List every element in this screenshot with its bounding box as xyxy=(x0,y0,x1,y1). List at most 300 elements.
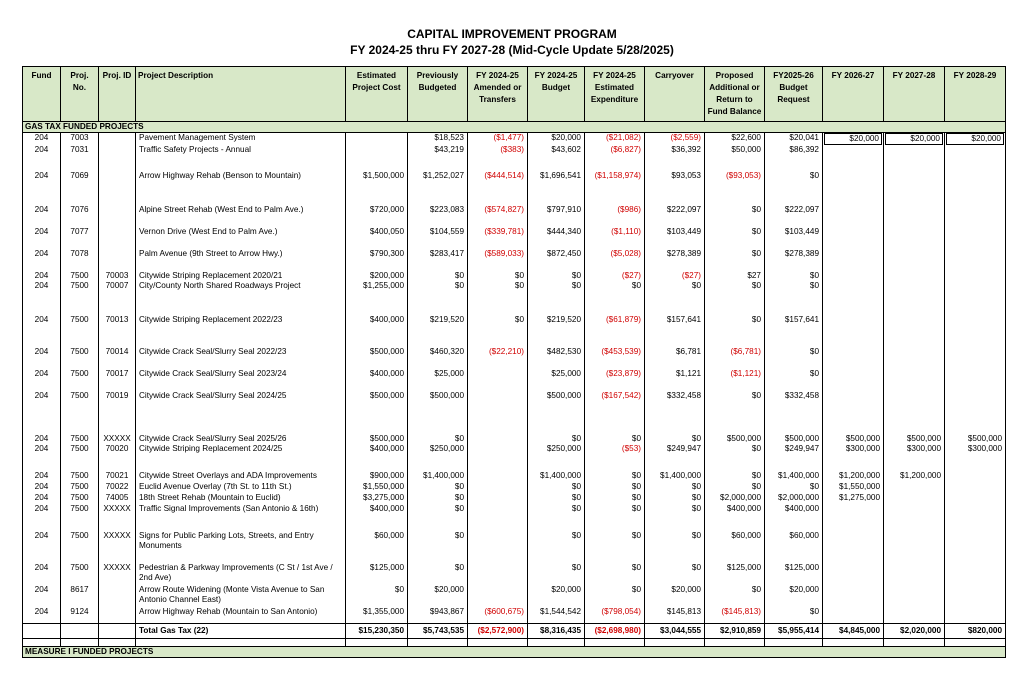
table-cell: $25,000 xyxy=(528,369,585,391)
table-cell xyxy=(945,205,1006,227)
table-cell xyxy=(884,493,945,504)
table-cell: XXXXX xyxy=(99,504,136,531)
table-cell: 8617 xyxy=(61,585,99,607)
table-row xyxy=(23,444,1006,471)
table-cell: $50,000 xyxy=(705,145,765,171)
table-cell: ($600,675) xyxy=(468,607,528,623)
spacer-cell xyxy=(136,638,346,646)
table-cell: $104,559 xyxy=(408,227,468,249)
table-row xyxy=(23,531,1006,563)
table-cell: $249,947 xyxy=(765,444,823,471)
table-cell: ($453,539) xyxy=(585,347,645,369)
table-cell: 204 xyxy=(23,145,61,171)
table-cell: 204 xyxy=(23,471,61,482)
table-cell xyxy=(945,482,1006,493)
table-cell xyxy=(945,391,1006,434)
table-cell: ($6,781) xyxy=(705,347,765,369)
table-cell xyxy=(468,434,528,444)
table-cell: 204 xyxy=(23,205,61,227)
spacer-cell xyxy=(346,638,408,646)
table-cell: $0 xyxy=(765,271,823,281)
table-cell: $0 xyxy=(705,205,765,227)
table-cell: $1,355,000 xyxy=(346,607,408,623)
table-cell: $0 xyxy=(645,563,705,585)
table-cell: 204 xyxy=(23,563,61,585)
table-cell: $500,000 xyxy=(945,434,1006,444)
table-row xyxy=(23,227,1006,249)
table-cell: Traffic Signal Improvements (San Antonio & 16th) xyxy=(136,504,346,531)
table-cell xyxy=(823,347,884,369)
table-cell: $0 xyxy=(528,271,585,281)
spacer-cell xyxy=(61,638,99,646)
table-cell: 7500 xyxy=(61,471,99,482)
table-cell: $500,000 xyxy=(823,434,884,444)
table-cell: $20,000 xyxy=(645,585,705,607)
table-cell: $0 xyxy=(645,504,705,531)
table-cell: $0 xyxy=(585,281,645,315)
table-cell: $300,000 xyxy=(884,444,945,471)
table-cell xyxy=(823,504,884,531)
table-cell: $60,000 xyxy=(765,531,823,563)
table-cell xyxy=(823,563,884,585)
table-row xyxy=(23,145,1006,171)
table-cell: ($1,158,974) xyxy=(585,171,645,205)
table-cell: 70017 xyxy=(99,369,136,391)
table-cell: $0 xyxy=(585,504,645,531)
table-cell xyxy=(945,585,1006,607)
table-cell xyxy=(823,315,884,347)
total-cell: $2,910,859 xyxy=(705,623,765,638)
boxed-value: $20,000 xyxy=(946,133,1004,145)
table-cell xyxy=(884,585,945,607)
table-cell: $250,000 xyxy=(408,444,468,471)
table-cell: ($145,813) xyxy=(705,607,765,623)
table-cell: $283,417 xyxy=(408,249,468,271)
table-cell xyxy=(468,482,528,493)
table-cell: Citywide Striping Replacement 2020/21 xyxy=(136,271,346,281)
table-cell xyxy=(945,369,1006,391)
table-cell: Vernon Drive (West End to Palm Ave.) xyxy=(136,227,346,249)
table-cell: ($1,477) xyxy=(468,133,528,146)
spacer-cell xyxy=(528,638,585,646)
table-cell xyxy=(884,504,945,531)
table-cell: $278,389 xyxy=(645,249,705,271)
table-cell: $300,000 xyxy=(823,444,884,471)
table-cell xyxy=(884,249,945,271)
table-cell: $0 xyxy=(468,281,528,315)
cip-table xyxy=(22,66,1006,658)
table-cell: $20,000 xyxy=(765,585,823,607)
table-cell: $20,000 xyxy=(528,585,585,607)
table-cell: $400,000 xyxy=(346,444,408,471)
table-cell: 204 xyxy=(23,281,61,315)
table-cell xyxy=(99,133,136,146)
table-cell: $0 xyxy=(408,482,468,493)
table-cell: 7500 xyxy=(61,563,99,585)
table-cell xyxy=(468,369,528,391)
table-cell: 7500 xyxy=(61,434,99,444)
table-cell xyxy=(468,471,528,482)
table-cell xyxy=(468,531,528,563)
total-cell: $5,743,535 xyxy=(408,623,468,638)
table-cell: $222,097 xyxy=(765,205,823,227)
table-cell xyxy=(884,171,945,205)
column-header: Proj. ID xyxy=(99,67,136,122)
table-cell: $300,000 xyxy=(945,444,1006,471)
table-row xyxy=(23,493,1006,504)
table-cell xyxy=(945,271,1006,281)
table-cell: 204 xyxy=(23,607,61,623)
table-cell: $3,275,000 xyxy=(346,493,408,504)
table-cell: ($93,053) xyxy=(705,171,765,205)
table-cell: $22,600 xyxy=(705,133,765,146)
table-cell: $900,000 xyxy=(346,471,408,482)
table-cell: $0 xyxy=(408,271,468,281)
table-cell xyxy=(99,249,136,271)
table-cell: $872,450 xyxy=(528,249,585,271)
table-cell xyxy=(823,391,884,434)
table-cell xyxy=(99,171,136,205)
table-cell: $790,300 xyxy=(346,249,408,271)
spacer-cell xyxy=(645,638,705,646)
table-cell: $20,000 xyxy=(408,585,468,607)
table-cell: $219,520 xyxy=(408,315,468,347)
table-cell: ($27) xyxy=(585,271,645,281)
spacer-cell xyxy=(99,638,136,646)
report-title: CAPITAL IMPROVEMENT PROGRAM xyxy=(407,27,617,41)
table-cell: 9124 xyxy=(61,607,99,623)
table-cell: 204 xyxy=(23,271,61,281)
table-cell: $0 xyxy=(705,482,765,493)
total-cell: $820,000 xyxy=(945,623,1006,638)
table-row xyxy=(23,271,1006,281)
table-cell xyxy=(468,444,528,471)
table-cell: $0 xyxy=(705,281,765,315)
table-cell: $500,000 xyxy=(346,434,408,444)
table-cell: $103,449 xyxy=(645,227,705,249)
table-cell xyxy=(945,227,1006,249)
table-cell: $25,000 xyxy=(408,369,468,391)
table-cell: $200,000 xyxy=(346,271,408,281)
column-header: Carryover xyxy=(645,67,705,122)
table-cell: $0 xyxy=(408,493,468,504)
table-cell: $500,000 xyxy=(346,347,408,369)
table-cell: $797,910 xyxy=(528,205,585,227)
table-cell: $400,000 xyxy=(765,504,823,531)
table-cell: $0 xyxy=(528,281,585,315)
table-cell: $1,275,000 xyxy=(823,493,884,504)
table-row xyxy=(23,607,1006,623)
table-cell: $0 xyxy=(408,504,468,531)
column-header: Previously Budgeted xyxy=(408,67,468,122)
total-label: Total Gas Tax (22) xyxy=(136,623,346,638)
column-header: Estimated Project Cost xyxy=(346,67,408,122)
table-cell: $36,392 xyxy=(645,145,705,171)
table-cell: ($22,210) xyxy=(468,347,528,369)
column-header: FY 2028-29 xyxy=(945,67,1006,122)
table-cell xyxy=(945,531,1006,563)
table-cell: $1,200,000 xyxy=(823,471,884,482)
table-cell: $0 xyxy=(765,281,823,315)
table-cell: ($53) xyxy=(585,444,645,471)
table-cell: $332,458 xyxy=(645,391,705,434)
table-cell: $400,000 xyxy=(346,504,408,531)
spacer-cell xyxy=(468,638,528,646)
table-cell: $400,000 xyxy=(346,369,408,391)
table-cell: 204 xyxy=(23,531,61,563)
table-cell: Arrow Highway Rehab (Mountain to San Antonio) xyxy=(136,607,346,623)
table-cell: ($61,879) xyxy=(585,315,645,347)
table-cell: XXXXX xyxy=(99,563,136,585)
table-cell: $103,449 xyxy=(765,227,823,249)
table-cell: ($1,110) xyxy=(585,227,645,249)
table-cell xyxy=(945,563,1006,585)
table-cell: 7500 xyxy=(61,347,99,369)
table-cell xyxy=(99,585,136,607)
table-cell: $400,000 xyxy=(705,504,765,531)
table-cell: 204 xyxy=(23,391,61,434)
table-cell: ($444,514) xyxy=(468,171,528,205)
table-cell: 7500 xyxy=(61,281,99,315)
table-row xyxy=(23,249,1006,271)
table-cell: Citywide Crack Seal/Slurry Seal 2024/25 xyxy=(136,391,346,434)
table-cell: Arrow Highway Rehab (Benson to Mountain) xyxy=(136,171,346,205)
table-cell xyxy=(945,171,1006,205)
table-cell xyxy=(884,369,945,391)
report-subtitle: FY 2024-25 thru FY 2027-28 (Mid-Cycle Update 5/28/2025) xyxy=(350,43,674,57)
table-cell: $1,550,000 xyxy=(346,482,408,493)
table-cell: $1,400,000 xyxy=(765,471,823,482)
table-cell: Signs for Public Parking Lots, Streets, and Entry Monuments xyxy=(136,531,346,563)
table-cell: $43,219 xyxy=(408,145,468,171)
table-cell: $0 xyxy=(528,482,585,493)
table-cell: $0 xyxy=(585,434,645,444)
total-cell: ($2,572,900) xyxy=(468,623,528,638)
table-cell xyxy=(884,391,945,434)
table-cell: 7500 xyxy=(61,271,99,281)
total-cell: $4,845,000 xyxy=(823,623,884,638)
table-cell: $27 xyxy=(705,271,765,281)
table-row xyxy=(23,171,1006,205)
table-cell xyxy=(468,563,528,585)
table-cell: $157,641 xyxy=(645,315,705,347)
table-cell: $223,083 xyxy=(408,205,468,227)
table-cell: $0 xyxy=(585,563,645,585)
table-cell xyxy=(945,493,1006,504)
column-header: Fund xyxy=(23,67,61,122)
table-cell xyxy=(884,205,945,227)
table-cell: $0 xyxy=(468,315,528,347)
table-cell xyxy=(823,133,884,146)
table-cell: $1,550,000 xyxy=(823,482,884,493)
table-cell: 204 xyxy=(23,444,61,471)
table-row xyxy=(23,133,1006,146)
table-cell: $1,500,000 xyxy=(346,171,408,205)
table-cell: 70021 xyxy=(99,471,136,482)
table-cell: 70007 xyxy=(99,281,136,315)
spacer-cell xyxy=(705,638,765,646)
table-cell: $2,000,000 xyxy=(765,493,823,504)
table-cell xyxy=(823,281,884,315)
table-cell xyxy=(823,249,884,271)
table-cell: 7031 xyxy=(61,145,99,171)
table-cell xyxy=(884,347,945,369)
table-cell: ($589,033) xyxy=(468,249,528,271)
table-cell: $0 xyxy=(705,471,765,482)
table-cell: 204 xyxy=(23,482,61,493)
spacer-row xyxy=(23,638,1006,646)
table-cell xyxy=(945,281,1006,315)
spacer-cell xyxy=(585,638,645,646)
table-cell: $500,000 xyxy=(528,391,585,434)
table-cell: $0 xyxy=(765,607,823,623)
table-cell: 204 xyxy=(23,504,61,531)
table-cell: $219,520 xyxy=(528,315,585,347)
table-row xyxy=(23,471,1006,482)
table-cell xyxy=(884,315,945,347)
table-cell: $93,053 xyxy=(645,171,705,205)
table-cell xyxy=(884,133,945,146)
table-cell: $1,200,000 xyxy=(884,471,945,482)
table-cell: Pedestrian & Parkway Improvements (C St / 1st Ave / 2nd Ave) xyxy=(136,563,346,585)
table-cell: 7078 xyxy=(61,249,99,271)
table-cell: $0 xyxy=(408,281,468,315)
table-cell xyxy=(823,227,884,249)
table-cell: $6,781 xyxy=(645,347,705,369)
table-cell: $0 xyxy=(765,482,823,493)
boxed-value: $20,000 xyxy=(885,133,943,145)
table-cell: 204 xyxy=(23,133,61,146)
table-cell: $460,320 xyxy=(408,347,468,369)
table-cell: $1,400,000 xyxy=(408,471,468,482)
table-cell: $278,389 xyxy=(765,249,823,271)
table-cell: $0 xyxy=(645,531,705,563)
table-cell: 70013 xyxy=(99,315,136,347)
table-cell: $500,000 xyxy=(705,434,765,444)
total-cell: $3,044,555 xyxy=(645,623,705,638)
table-cell xyxy=(945,504,1006,531)
table-cell xyxy=(99,145,136,171)
table-cell xyxy=(884,271,945,281)
table-cell: $400,000 xyxy=(346,315,408,347)
table-cell: $0 xyxy=(645,493,705,504)
table-cell xyxy=(823,145,884,171)
table-cell: XXXXX xyxy=(99,531,136,563)
table-cell: $0 xyxy=(705,391,765,434)
section-label: MEASURE I FUNDED PROJECTS xyxy=(23,646,1006,657)
table-cell: 204 xyxy=(23,171,61,205)
table-cell: 204 xyxy=(23,585,61,607)
table-cell xyxy=(945,315,1006,347)
table-cell: $482,530 xyxy=(528,347,585,369)
table-cell xyxy=(945,133,1006,146)
table-cell xyxy=(346,133,408,146)
table-cell: City/County North Shared Roadways Project xyxy=(136,281,346,315)
total-cell: $5,955,414 xyxy=(765,623,823,638)
table-cell: $0 xyxy=(645,434,705,444)
table-cell xyxy=(945,347,1006,369)
table-cell: $943,867 xyxy=(408,607,468,623)
spacer-cell xyxy=(945,638,1006,646)
table-cell: 70020 xyxy=(99,444,136,471)
table-cell: $500,000 xyxy=(765,434,823,444)
table-cell: $0 xyxy=(705,444,765,471)
total-blank-cell xyxy=(99,623,136,638)
table-cell: $86,392 xyxy=(765,145,823,171)
spacer-cell xyxy=(884,638,945,646)
table-cell: 204 xyxy=(23,369,61,391)
table-row xyxy=(23,315,1006,347)
table-cell: 7500 xyxy=(61,531,99,563)
spacer-cell xyxy=(823,638,884,646)
table-cell xyxy=(468,585,528,607)
table-cell xyxy=(884,563,945,585)
table-cell: 74005 xyxy=(99,493,136,504)
table-cell: ($798,054) xyxy=(585,607,645,623)
total-cell: $8,316,435 xyxy=(528,623,585,638)
boxed-value: $20,000 xyxy=(824,133,882,145)
column-header: FY 2027-28 xyxy=(884,67,945,122)
table-cell: 70003 xyxy=(99,271,136,281)
table-cell: $0 xyxy=(585,471,645,482)
table-cell: 70014 xyxy=(99,347,136,369)
table-cell: ($23,879) xyxy=(585,369,645,391)
total-cell: $15,230,350 xyxy=(346,623,408,638)
table-row xyxy=(23,347,1006,369)
spacer-cell xyxy=(408,638,468,646)
table-cell: $0 xyxy=(765,347,823,369)
table-cell: $400,050 xyxy=(346,227,408,249)
table-cell: 70022 xyxy=(99,482,136,493)
column-header: Project Description xyxy=(136,67,346,122)
spacer-cell xyxy=(765,638,823,646)
column-header: FY 2026-27 xyxy=(823,67,884,122)
table-cell: 7069 xyxy=(61,171,99,205)
table-cell xyxy=(468,504,528,531)
table-cell xyxy=(468,493,528,504)
table-cell: $0 xyxy=(585,585,645,607)
table-cell: $0 xyxy=(705,227,765,249)
table-cell xyxy=(945,145,1006,171)
table-cell: ($339,781) xyxy=(468,227,528,249)
table-cell: $0 xyxy=(765,171,823,205)
table-cell xyxy=(945,249,1006,271)
table-row xyxy=(23,391,1006,434)
table-cell xyxy=(823,205,884,227)
table-cell: $1,252,027 xyxy=(408,171,468,205)
table-cell: Citywide Crack Seal/Slurry Seal 2022/23 xyxy=(136,347,346,369)
table-cell xyxy=(884,281,945,315)
table-cell: $60,000 xyxy=(346,531,408,563)
table-cell: $1,400,000 xyxy=(528,471,585,482)
total-cell: $2,020,000 xyxy=(884,623,945,638)
table-cell: $332,458 xyxy=(765,391,823,434)
total-row xyxy=(23,623,1006,638)
table-cell xyxy=(468,391,528,434)
table-cell: Arrow Route Widening (Monte Vista Avenue to San Antonio Channel East) xyxy=(136,585,346,607)
table-header-row xyxy=(23,67,1006,122)
table-cell: 7500 xyxy=(61,369,99,391)
table-cell: ($1,121) xyxy=(705,369,765,391)
table-cell: 204 xyxy=(23,434,61,444)
table-cell xyxy=(823,607,884,623)
table-cell: $0 xyxy=(528,531,585,563)
table-cell: $125,000 xyxy=(346,563,408,585)
table-cell: $0 xyxy=(645,482,705,493)
table-cell: ($574,827) xyxy=(468,205,528,227)
table-cell: Citywide Striping Replacement 2022/23 xyxy=(136,315,346,347)
table-cell xyxy=(823,271,884,281)
